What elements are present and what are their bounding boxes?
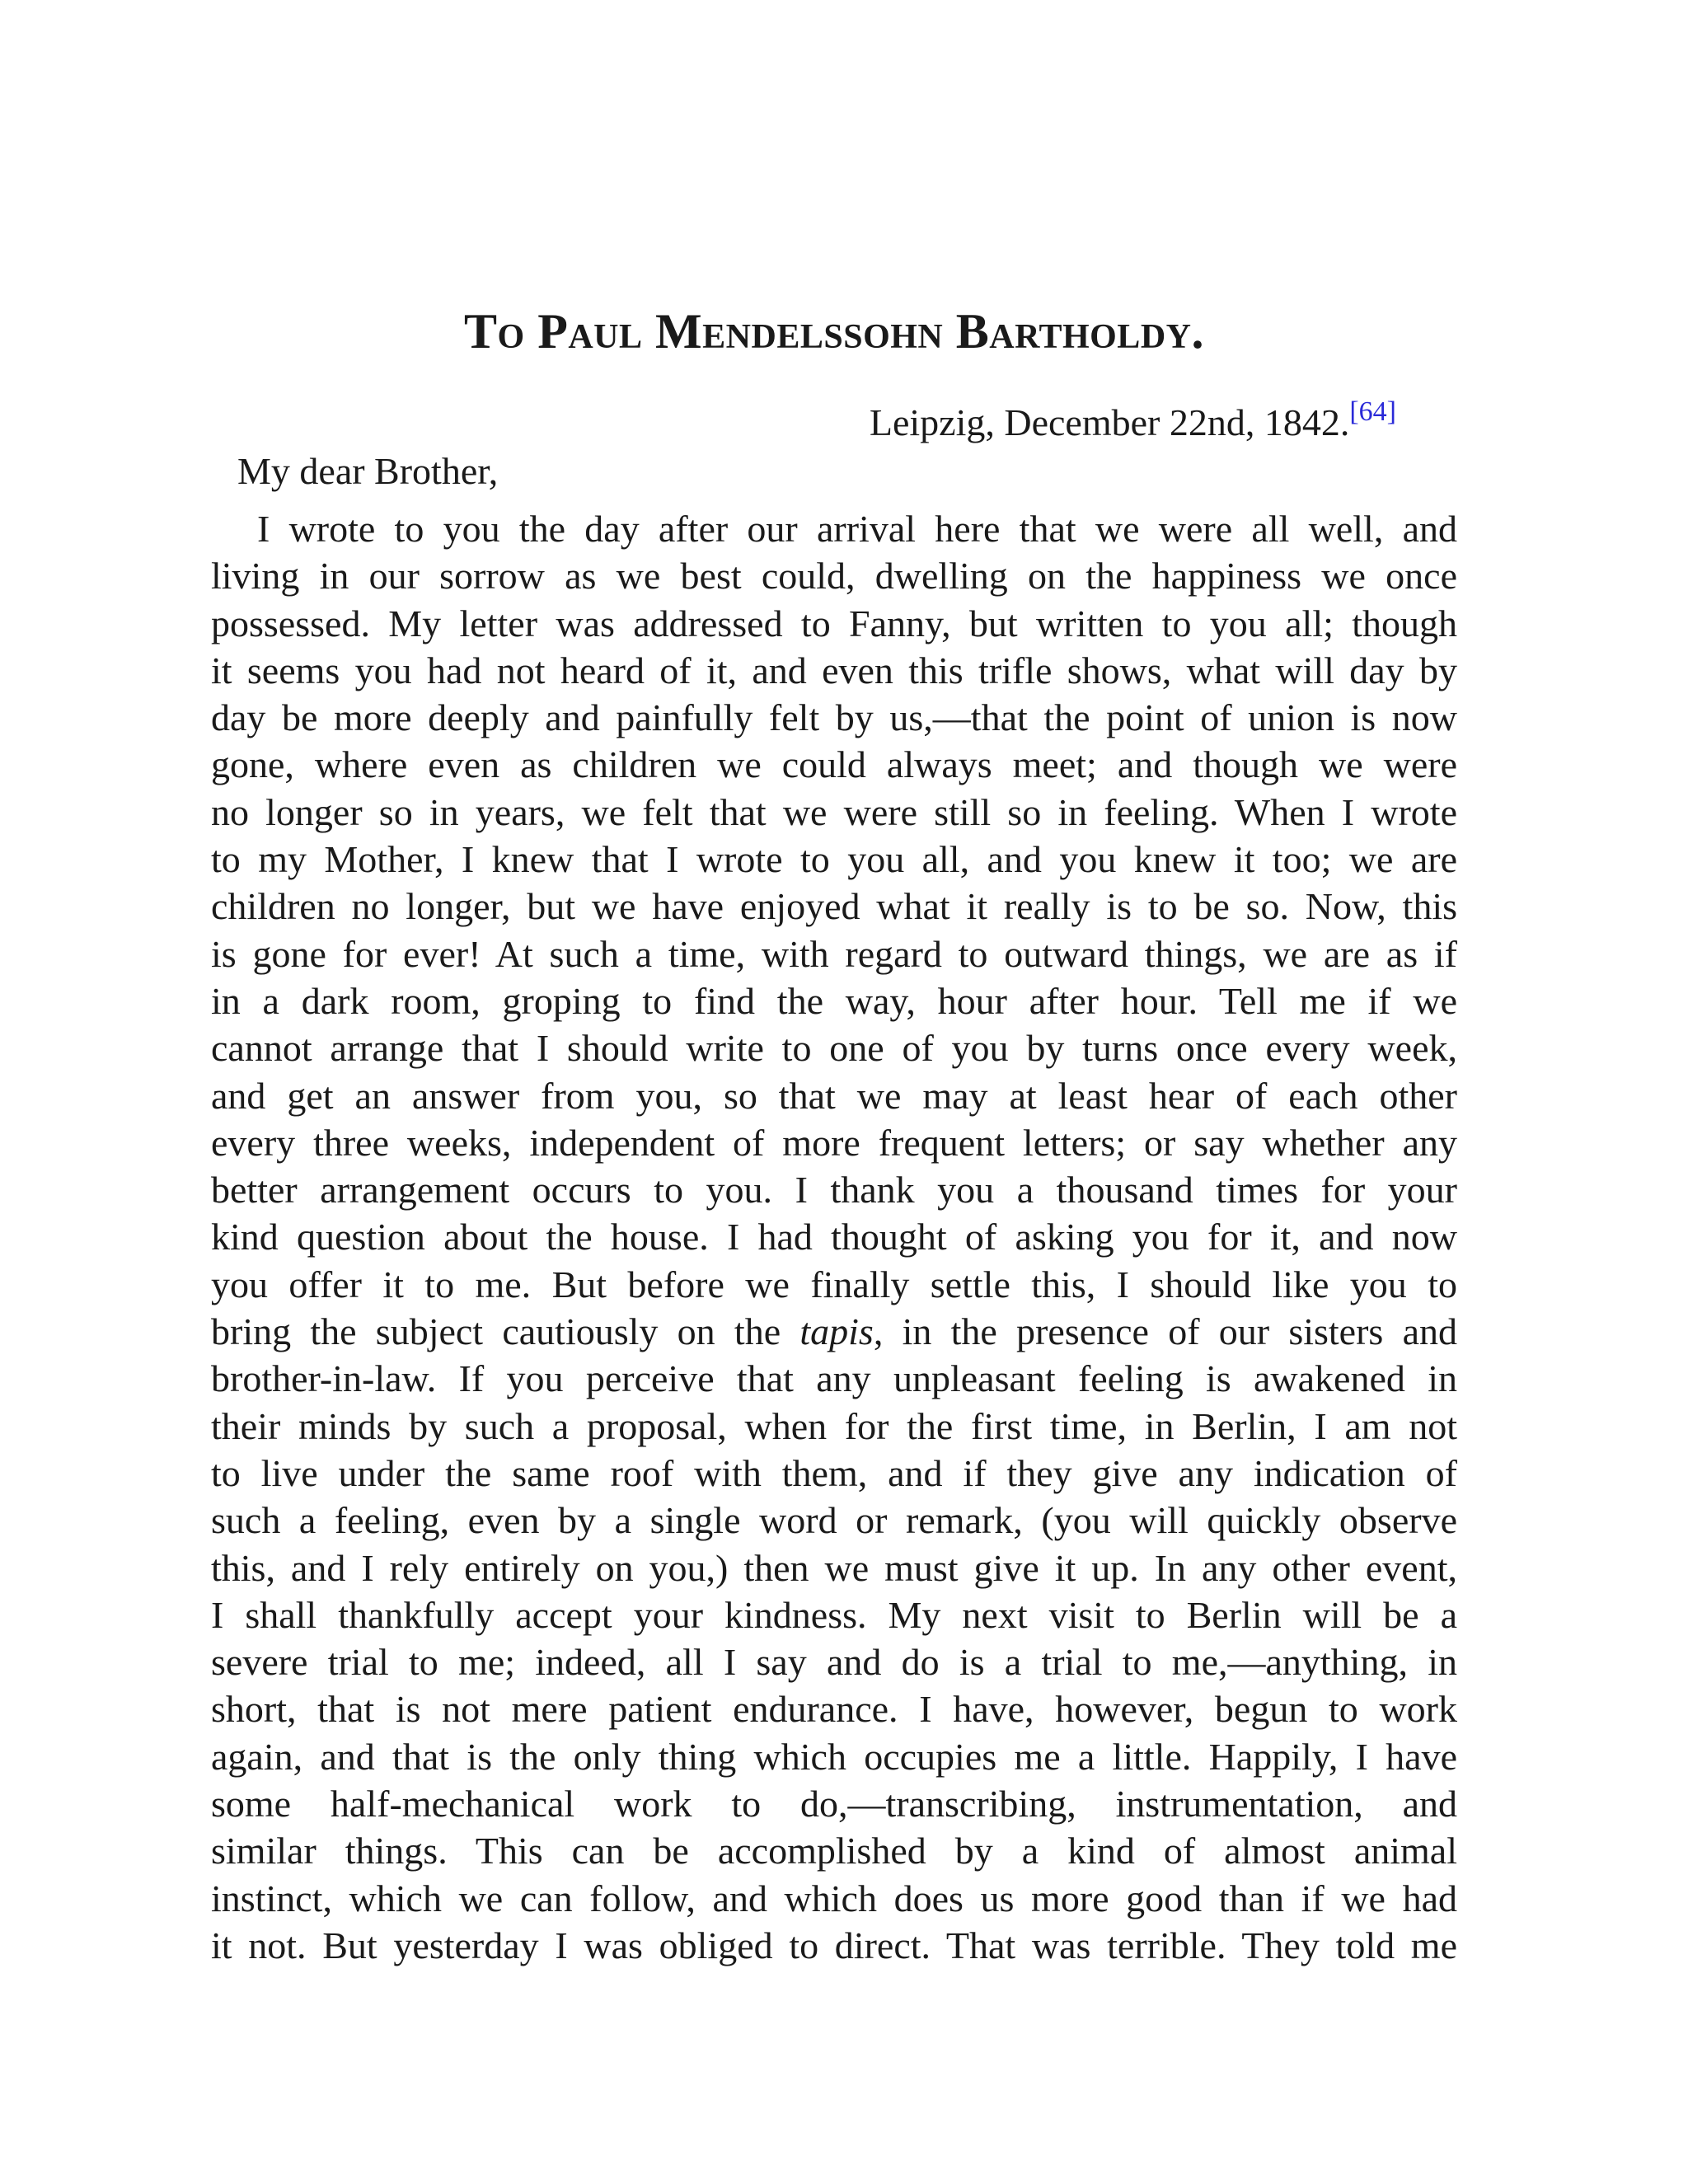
body-line: day be more deeply and painfully felt by us,—that the point of union is now bbox=[211, 696, 1457, 739]
body-line: severe trial to me; indeed, all I say and do is a trial to me,—anything, in bbox=[211, 1641, 1457, 1684]
body-line: possessed. My letter was addressed to Fanny, but written to you all; though bbox=[211, 602, 1457, 644]
body-line: I wrote to you the day after our arrival here that we were all well, and bbox=[257, 508, 1457, 550]
body-line: to my Mother, I knew that I wrote to you all, and you knew it too; we are bbox=[211, 838, 1457, 881]
body-line: in a dark room, groping to find the way, hour after hour. Tell me if we bbox=[211, 979, 1457, 1022]
footnote-link[interactable]: [64] bbox=[1349, 396, 1396, 427]
body-line: to live under the same roof with them, and if they give any indication of bbox=[211, 1451, 1457, 1494]
salutation: My dear Brother, bbox=[237, 450, 499, 492]
body-line: better arrangement occurs to you. I thank you a thousand times for your bbox=[211, 1169, 1457, 1212]
body-line: it not. But yesterday I was obliged to direct. That was terrible. They told me bbox=[211, 1924, 1457, 1966]
dateline-text: Leipzig, December 22nd, 1842. bbox=[869, 401, 1350, 443]
body-line: gone, where even as children we could always meet; and though we were bbox=[211, 743, 1457, 786]
body-line: instinct, which we can follow, and which does us more good than if we had bbox=[211, 1877, 1457, 1919]
page bbox=[211, 0, 1457, 2184]
body-line: living in our sorrow as we best could, dwelling on the happiness we once bbox=[211, 555, 1457, 598]
tapis-before: bring the subject cautiously on the bbox=[211, 1310, 800, 1353]
body-line: their minds by such a proposal, when for the first time, in Berlin, I am not bbox=[211, 1404, 1457, 1447]
letter-body bbox=[211, 505, 1457, 1969]
body-line: cannot arrange that I should write to one of you by turns once every week, bbox=[211, 1027, 1457, 1070]
tapis-italic: tapis bbox=[799, 1310, 874, 1353]
body-line: you offer it to me. But before we finally settle this, I should like you to bbox=[211, 1263, 1457, 1305]
body-line-tapis bbox=[211, 1308, 1457, 1355]
body-line: it seems you had not heard of it, and even this trifle shows, what will day by bbox=[211, 649, 1457, 691]
body-line: children no longer, but we have enjoyed what it really is to be so. Now, this bbox=[211, 885, 1457, 928]
body-line: short, that is not mere patient endurance. I have, however, begun to work bbox=[211, 1688, 1457, 1731]
body-line: kind question about the house. I had thought of asking you for it, and now bbox=[211, 1216, 1457, 1258]
body-line: every three weeks, independent of more frequent letters; or say whether any bbox=[211, 1121, 1457, 1164]
body-line: is gone for ever! At such a time, with regard to outward things, we are as if bbox=[211, 932, 1457, 975]
body-line: such a feeling, even by a single word or remark, (you will quickly observe bbox=[211, 1499, 1457, 1542]
body-line: and get an answer from you, so that we may at least hear of each other bbox=[211, 1074, 1457, 1117]
body-line: I shall thankfully accept your kindness. My next visit to Berlin will be a bbox=[211, 1593, 1457, 1636]
dateline bbox=[870, 387, 1396, 448]
body-line: brother-in-law. If you perceive that any unpleasant feeling is awakened in bbox=[211, 1357, 1457, 1400]
body-line: similar things. This can be accomplished by a kind of almost animal bbox=[211, 1830, 1457, 1872]
body-line: again, and that is the only thing which occupies me a little. Happily, I have bbox=[211, 1735, 1457, 1778]
body-line: some half-mechanical work to do,—transcribing, instrumentation, and bbox=[211, 1783, 1457, 1825]
letter-title: To Paul Mendelssohn Bartholdy. bbox=[464, 304, 1204, 359]
body-line: no longer so in years, we felt that we were still so in feeling. When I wrote bbox=[211, 790, 1457, 833]
tapis-after: , in the presence of our sisters and bbox=[873, 1310, 1457, 1353]
body-line: this, and I rely entirely on you,) then we must give it up. In any other event, bbox=[211, 1546, 1457, 1589]
